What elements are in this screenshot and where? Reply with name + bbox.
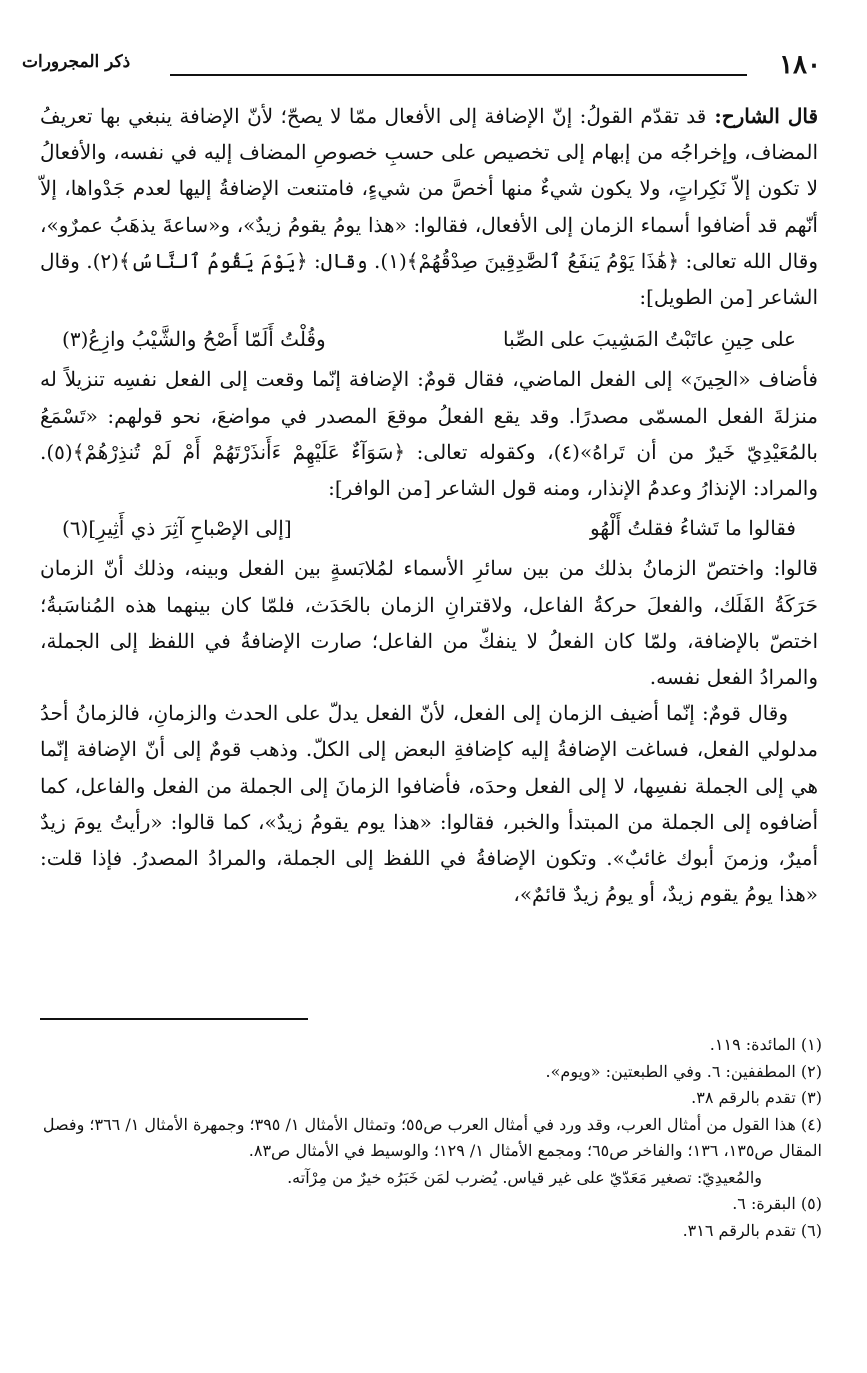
footnote-rule bbox=[40, 1018, 308, 1020]
page-header bbox=[20, 44, 847, 80]
footnote bbox=[40, 1218, 822, 1245]
verse-2-second-hemistich: [إلى الإصْباحِ آثِرَ ذي أَثِيرِ](٦) bbox=[62, 516, 292, 541]
footnote bbox=[40, 1032, 822, 1059]
verse-2-first-hemistich: فقالوا ما تَشاءُ فقلتُ أَلْهُو bbox=[589, 516, 796, 541]
footnote-number: (٣) bbox=[800, 1088, 822, 1107]
footnote-continuation bbox=[40, 1165, 822, 1192]
footnote-number: (٥) bbox=[800, 1194, 822, 1213]
footnote-text: هذا القول من أمثال العرب، وقد ورد في أمثال العرب ص٥٥؛ وتمثال الأمثال ١/ ٣٩٥؛ وجمهرة الأمثال ١/ ٣٦٦؛ وفصل المقال ص١٣٥، ١٣٦؛ والفاخر ص٦٥؛ ومجمع الأمثال ١/ ١٢٩؛ والوسيط في الأمثال ص٨٣. bbox=[42, 1114, 822, 1160]
main-text bbox=[40, 98, 818, 912]
footnote-text: المائدة: ١١٩. bbox=[709, 1035, 796, 1054]
footnote-number: (٤) bbox=[800, 1114, 822, 1134]
verse-1-second-hemistich: وقُلْتُ أَلَمّا أَصْحُ والشَّيْبُ وازِعُ(٣) bbox=[62, 327, 326, 352]
paragraph-4: وقال قومٌ: إنّما أضيف الزمان إلى الفعل، لأنّ الفعل يدلّ على الحدث والزمانِ، فالزمانُ أحدُ مدلولي الفعل، فساغت الإضافةُ إليه كإضافةِ البعض إلى الكلّ. وذهب قومٌ إلى أنّ الإضافة إنّما هي إلى الجملة نفسِها، لا إلى الفعل وحدَه، فأضافوا الزمانَ إلى الجملة من الفعل والفاعل، كما أضافوه إلى الجملة من المبتدأ والخبر، فقالوا: «هذا يوم يقومُ زيدٌ»، كما قالوا: «رأيتُ يومَ زيدٌ أميرٌ، وزمنَ أبوك غائبٌ». وتكون الإضافةُ في اللفظ إلى الجملة، والمرادُ المصدرُ. فإذا قلت: «هذا يومُ يقوم زيدٌ، أو يومُ زيدٌ قائمٌ»، bbox=[40, 701, 818, 907]
footnote bbox=[40, 1059, 822, 1086]
footnote-text: المطففين: ٦. وفي الطبعتين: «ويوم». bbox=[545, 1061, 796, 1081]
verse-1-first-hemistich: على حِينِ عاتَبْتُ المَشِيبَ على الصِّبا bbox=[503, 327, 796, 352]
verse-2 bbox=[40, 506, 818, 550]
paragraph-1-text: قد تقدّم القولُ: إنّ الإضافة إلى الأفعال ممّا لا يصحّ؛ لأنّ الإضافة ينبغي بها تعريفُ المضاف، وإخراجُه من إبهام إلى تخصيص على حسبِ خصوصِ المضاف إليه في نفسه، والأفعالُ لا تكون إلاّ نَكِراتٍ، ولا يكون شيءٌ منها أخصَّ من شيءٍ، فامتنعت الإضافةُ إليها لعدم جَدْواها، إلاّ أنّهم قد أضافوا أسماء الزمان إلى الأفعال، فقالوا: «هذا يومُ يقومُ زيدٌ»، و«ساعةَ يذهَبُ عمرٌو»، وقال الله تعالى: ﴿هَٰذَا يَوْمُ يَنفَعُ ٱلصَّٰدِقِينَ صِدْقُهُمْ﴾(١). وقال: ﴿يَوْمَ يَقُومُ ٱلنَّاسُ﴾(٢). وقال الشاعر [من الطويل]: bbox=[40, 104, 819, 310]
verse-1 bbox=[40, 317, 818, 361]
footnote-number: (٦) bbox=[800, 1220, 822, 1240]
footnote bbox=[40, 1112, 822, 1165]
footnote bbox=[40, 1085, 822, 1112]
paragraph-3: قالوا: واختصّ الزمانُ بذلك من بين سائرِ الأسماء لمُلابَسةٍ بين الفعل وبينه، وذلك أنّ الزمان حَرَكَةُ الفَلَك، والفعلَ حركةُ الفاعل، ولاقترانِ الزمان بالحَدَث، فلمّا كان بينهما هذه المُناسَبةُ؛ اختصّ بالإضافة، ولمّا كان الفعلُ لا ينفكّ من الفاعل؛ صارت الإضافةُ في اللفظ إلى الجملة، والمرادُ الفعل نفسه. bbox=[40, 556, 818, 690]
header-rule bbox=[170, 74, 747, 76]
page-number: ١٨٠ bbox=[779, 50, 821, 80]
footnote bbox=[40, 1191, 822, 1218]
footnote-text: البقرة: ٦. bbox=[732, 1194, 796, 1213]
footnote-number: (٢) bbox=[800, 1061, 822, 1081]
paragraph-2: فأضاف «الحِينَ» إلى الفعل الماضي، فقال قومٌ: الإضافة إنّما وقعت إلى الفعل نفسِه تنزيلاً له منزلةَ الفعل المسمّى مصدرًا. وقد يقع الفعلُ موقعَ المصدر في مواضعَ، نحو قولهم: «تَسْمَعُ بالمُعَيْدِيّ خَيرٌ من أن تَراهُ»(٤)، وكقوله تعالى: ﴿سَوَآءٌ عَلَيْهِمْ ءَأَنذَرْتَهُمْ أَمْ لَمْ تُنذِرْهُمْ﴾(٥). والمراد: الإنذارُ وعدمُ الإنذار، ومنه قول الشاعر [من الوافر]: bbox=[40, 367, 819, 501]
paragraph-1 bbox=[40, 98, 818, 315]
footnote-text: والمُعيدِيّ: تصغير مَعَدّيّ على غير قياس. يُضرب لمَن خَبَرُه خيرٌ من مِرْآته. bbox=[287, 1167, 762, 1187]
footnote-text: تقدم بالرقم ٣١٦. bbox=[682, 1220, 796, 1240]
footnote-number: (١) bbox=[800, 1035, 822, 1054]
footnote-text: تقدم بالرقم ٣٨. bbox=[691, 1088, 796, 1107]
running-title: ذكر المجرورات bbox=[22, 52, 131, 72]
footnotes bbox=[40, 1032, 822, 1244]
commentator-label: قال الشارح: bbox=[706, 104, 818, 128]
